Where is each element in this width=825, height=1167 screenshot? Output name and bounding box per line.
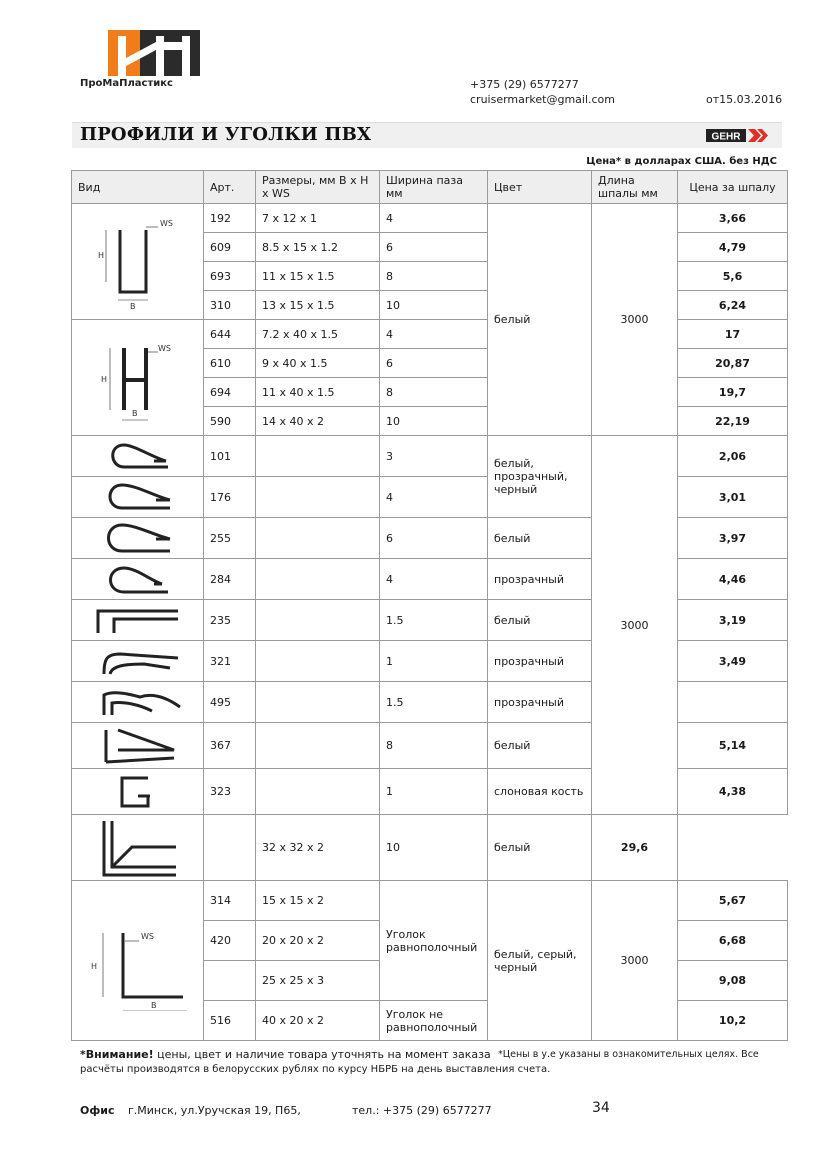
cell-price: 4,46 — [678, 559, 788, 600]
cell-art — [204, 961, 256, 1001]
cell-price: 6,24 — [678, 291, 788, 320]
cell-size: 14 x 40 x 2 — [256, 407, 380, 436]
calc-note: расчёты производятся в белорусских рублях по курсу НБРБ на день выставления счета. — [80, 1064, 551, 1075]
clip-profile-321-drawing — [72, 641, 204, 682]
cell-color: белый — [488, 600, 592, 641]
u-profile-drawing — [72, 204, 204, 320]
cell-art: 101 — [204, 436, 256, 477]
cell-slot: 4 — [380, 559, 488, 600]
col-header-color: Цвет — [488, 171, 592, 204]
cell-art: 367 — [204, 723, 256, 769]
contact-email[interactable]: cruisermarket@gmail.com — [470, 93, 616, 106]
cell-color: белый, прозрачный, черный — [488, 436, 592, 518]
page-title: ПРОФИЛИ И УГОЛКИ ПВХ — [80, 124, 372, 145]
cell-art: 235 — [204, 600, 256, 641]
col-header-size: Размеры, мм B x H x WS — [256, 171, 380, 204]
angle-profile-drawing — [72, 881, 204, 1041]
dim-label-h: H — [100, 374, 107, 384]
cell-color: белый — [488, 204, 592, 436]
gehr-logo — [706, 128, 768, 143]
page-number: 34 — [592, 1100, 610, 1116]
cell-slot: 6 — [380, 349, 488, 378]
table-row — [72, 600, 788, 641]
cell-length: 3000 — [592, 436, 678, 815]
usd-note: *Цены в у.е указаны в ознакомительных целях. Все — [498, 1049, 759, 1060]
table-header-row — [72, 171, 788, 204]
cell-slot: 10 — [380, 407, 488, 436]
clip-profile-495-drawing — [72, 682, 204, 723]
cell-size — [256, 600, 380, 641]
footer-office-label: Офис — [80, 1104, 115, 1117]
cell-slot: 4 — [380, 204, 488, 233]
table-row — [72, 559, 788, 600]
table-row — [72, 641, 788, 682]
teardrop-profile-101-drawing — [72, 436, 204, 477]
cell-price: 5,6 — [678, 262, 788, 291]
flat-profile-235-drawing — [72, 600, 204, 641]
cell-length: 3000 — [592, 881, 678, 1041]
cell-color: прозрачный — [488, 559, 592, 600]
cell-price: 4,79 — [678, 233, 788, 262]
cell-slot: Уголок не равнополочный — [380, 1001, 488, 1041]
cell-art: 420 — [204, 921, 256, 961]
cell-size: 40 x 20 x 2 — [256, 1001, 380, 1041]
table-row — [72, 682, 788, 723]
cell-size: 11 x 15 x 1.5 — [256, 262, 380, 291]
cell-art: 609 — [204, 233, 256, 262]
cell-art: 693 — [204, 262, 256, 291]
contact-phone: +375 (29) 6577277 — [470, 78, 579, 91]
cell-slot: 4 — [380, 320, 488, 349]
cell-price: 3,19 — [678, 600, 788, 641]
cell-size: 15 x 15 x 2 — [256, 881, 380, 921]
dim-label-b: B — [129, 301, 135, 311]
cell-art: 323 — [204, 769, 256, 815]
cell-slot: 1 — [380, 641, 488, 682]
cell-art: 516 — [204, 1001, 256, 1041]
table-row — [72, 320, 788, 349]
cell-size — [256, 769, 380, 815]
dim-label-ws: WS — [140, 931, 154, 941]
cell-size — [256, 723, 380, 769]
cell-price: 29,6 — [592, 815, 678, 881]
cell-size — [256, 641, 380, 682]
cell-price: 10,2 — [678, 1001, 788, 1041]
dim-label-ws: WS — [159, 218, 173, 228]
cell-price: 5,67 — [678, 881, 788, 921]
table-row — [72, 769, 788, 815]
col-header-slot: Ширина паза мм — [380, 171, 488, 204]
cell-price: 3,97 — [678, 518, 788, 559]
cell-slot: 3 — [380, 436, 488, 477]
dim-label-ws: WS — [157, 343, 171, 353]
col-header-view: Вид — [72, 171, 204, 204]
cell-size — [256, 682, 380, 723]
dim-label-b: B — [131, 408, 137, 418]
cell-price — [678, 682, 788, 723]
cell-price: 22,19 — [678, 407, 788, 436]
teardrop-profile-255-drawing — [72, 518, 204, 559]
cell-slot: 1 — [380, 769, 488, 815]
cell-size: 20 x 20 x 2 — [256, 921, 380, 961]
cell-price: 20,87 — [678, 349, 788, 378]
cell-color: белый — [488, 815, 592, 881]
teardrop-profile-176-drawing — [72, 477, 204, 518]
attention-bold: *Внимание! — [80, 1048, 154, 1061]
cell-length: 3000 — [592, 204, 678, 436]
col-header-price: Цена за шпалу — [678, 171, 788, 204]
cell-art: 310 — [204, 291, 256, 320]
cell-slot: 1.5 — [380, 682, 488, 723]
cell-color: слоновая кость — [488, 769, 592, 815]
cell-price: 3,01 — [678, 477, 788, 518]
table-row — [72, 204, 788, 233]
cell-color: белый — [488, 723, 592, 769]
cell-price: 3,49 — [678, 641, 788, 682]
document-date: от15.03.2016 — [706, 93, 783, 106]
cell-size: 13 x 15 x 1.5 — [256, 291, 380, 320]
footer-address: г.Минск, ул.Уручская 19, П65, — [128, 1104, 301, 1117]
corner-profile-drawing — [72, 815, 204, 881]
cell-art: 644 — [204, 320, 256, 349]
logo-text: ПроМаПластикс — [80, 78, 173, 89]
table-row — [72, 881, 788, 921]
cell-slot: 8 — [380, 378, 488, 407]
cell-slot: 8 — [380, 723, 488, 769]
table-row — [72, 518, 788, 559]
col-header-length: Длина шпалы мм — [592, 171, 678, 204]
cell-art: 694 — [204, 378, 256, 407]
price-table — [71, 170, 788, 1041]
cell-price: 6,68 — [678, 921, 788, 961]
cell-size: 7 x 12 x 1 — [256, 204, 380, 233]
dim-label-b: B — [150, 1000, 156, 1010]
col-header-art: Арт. — [204, 171, 256, 204]
cell-size — [256, 559, 380, 600]
cell-size: 25 x 25 x 3 — [256, 961, 380, 1001]
cell-price: 19,7 — [678, 378, 788, 407]
cell-art: 321 — [204, 641, 256, 682]
cell-slot: Уголок равнополочный — [380, 881, 488, 1001]
dim-label-h: H — [97, 250, 104, 260]
cell-art: 590 — [204, 407, 256, 436]
table-row — [72, 723, 788, 769]
cell-size: 9 x 40 x 1.5 — [256, 349, 380, 378]
cell-price: 4,38 — [678, 769, 788, 815]
cell-slot: 1.5 — [380, 600, 488, 641]
table-row — [72, 436, 788, 477]
cell-size — [256, 518, 380, 559]
cell-slot: 10 — [380, 815, 488, 881]
footer-tel: тел.: +375 (29) 6577277 — [352, 1104, 492, 1117]
cell-art: 192 — [204, 204, 256, 233]
cell-color: прозрачный — [488, 682, 592, 723]
cell-art: 284 — [204, 559, 256, 600]
cell-size — [256, 477, 380, 518]
cell-price: 3,66 — [678, 204, 788, 233]
cell-art: 176 — [204, 477, 256, 518]
cell-art: 314 — [204, 881, 256, 921]
cell-size: 7.2 x 40 x 1.5 — [256, 320, 380, 349]
attention-note — [80, 1048, 491, 1061]
cell-slot: 6 — [380, 233, 488, 262]
cell-price: 17 — [678, 320, 788, 349]
price-note: Цена* в долларах США. без НДС — [586, 156, 777, 167]
cell-color: белый, серый, черный — [488, 881, 592, 1041]
cell-price: 9,08 — [678, 961, 788, 1001]
cell-art: 255 — [204, 518, 256, 559]
cell-color: прозрачный — [488, 641, 592, 682]
cell-color: белый — [488, 518, 592, 559]
cell-art — [204, 815, 256, 881]
wedge-profile-367-drawing — [72, 723, 204, 769]
cell-size: 32 x 32 x 2 — [256, 815, 380, 881]
teardrop-profile-284-drawing — [72, 559, 204, 600]
cell-slot: 4 — [380, 477, 488, 518]
attention-text: цены, цвет и наличие товара уточнять на момент заказа — [153, 1048, 491, 1061]
cell-size: 11 x 40 x 1.5 — [256, 378, 380, 407]
cell-price: 2,06 — [678, 436, 788, 477]
cell-slot: 6 — [380, 518, 488, 559]
cell-price: 5,14 — [678, 723, 788, 769]
table-row — [72, 815, 788, 881]
cell-art: 495 — [204, 682, 256, 723]
square-profile-323-drawing — [72, 769, 204, 815]
cell-slot: 10 — [380, 291, 488, 320]
cell-slot: 8 — [380, 262, 488, 291]
dim-label-h: H — [90, 961, 97, 971]
cell-size: 8.5 x 15 x 1.2 — [256, 233, 380, 262]
cell-art: 610 — [204, 349, 256, 378]
gehr-logo-text: GEHR — [711, 131, 741, 143]
cell-size — [256, 436, 380, 477]
h-profile-drawing — [72, 320, 204, 436]
table-row — [72, 477, 788, 518]
